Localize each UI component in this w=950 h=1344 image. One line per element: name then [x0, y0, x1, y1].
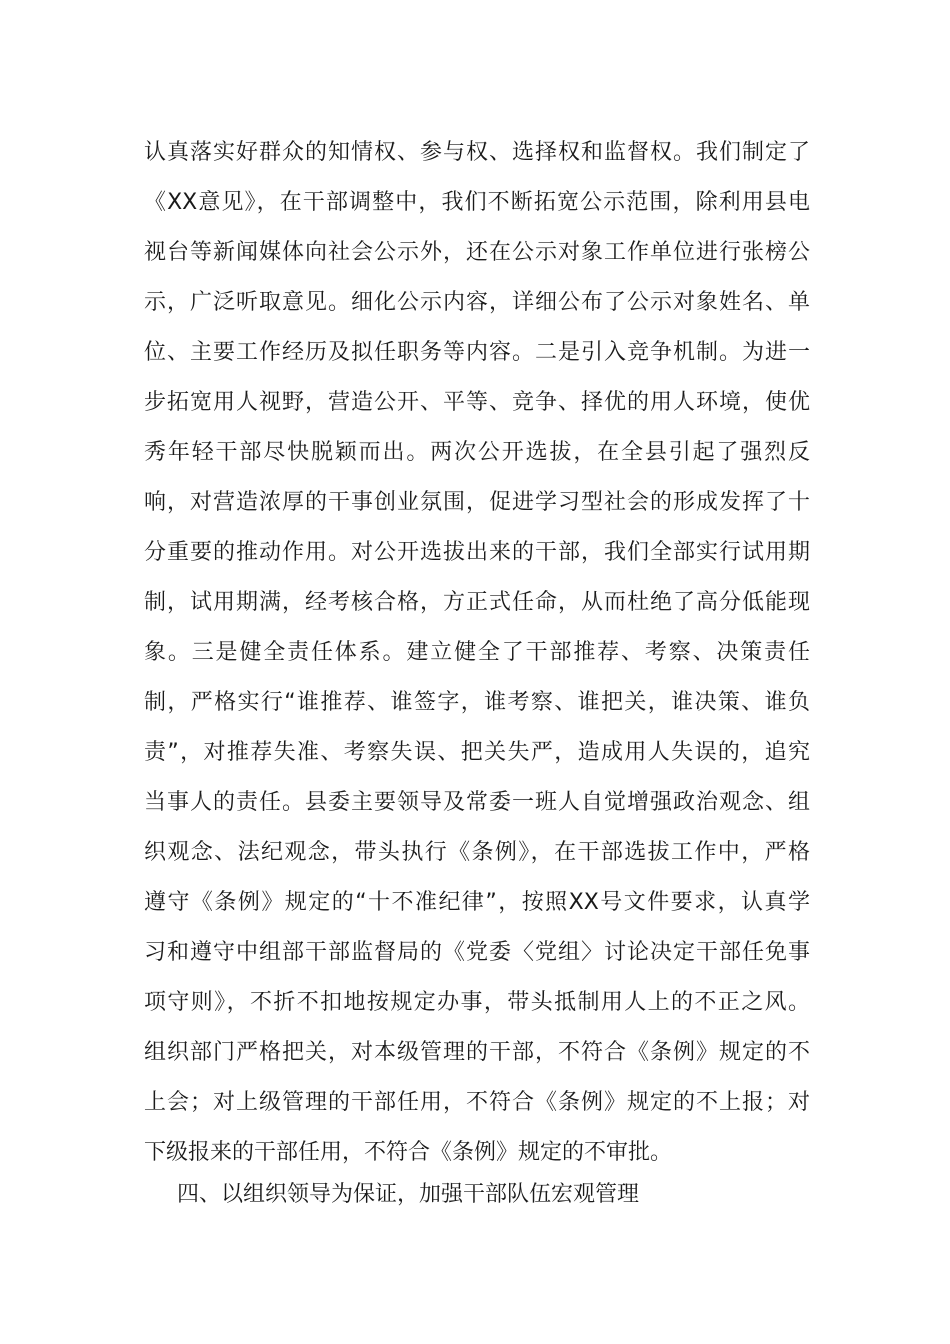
paragraph-line: 制，严格实行“谁推荐、谁签字，谁考察、谁把关，谁决策、谁负: [144, 690, 810, 715]
paragraph-line: 认真落实好群众的知情权、参与权、选择权和监督权。我们制定了: [144, 140, 810, 165]
paragraph-line: 制，试用期满，经考核合格，方正式任命，从而杜绝了高分低能现: [144, 590, 810, 615]
paragraph-line: 遵守《条例》规定的“十不准纪律”，按照XX号文件要求，认真学: [144, 890, 810, 915]
paragraph-line: 项守则》，不折不扣地按规定办事，带头抵制用人上的不正之风。: [144, 990, 810, 1015]
paragraph-line: 《XX意见》，在干部调整中，我们不断拓宽公示范围，除利用县电: [144, 190, 810, 215]
paragraph-line: 示，广泛听取意见。细化公示内容，详细公布了公示对象姓名、单: [144, 290, 810, 315]
paragraph-line: 上会；对上级管理的干部任用，不符合《条例》规定的不上报；对: [144, 1090, 810, 1115]
paragraph-line: 责”，对推荐失准、考察失误、把关失严，造成用人失误的，追究: [144, 740, 810, 765]
paragraph-line: 织观念、法纪观念，带头执行《条例》，在干部选拔工作中，严格: [144, 840, 810, 865]
paragraph-line: 步拓宽用人视野，营造公开、平等、竞争、择优的用人环境，使优: [144, 390, 810, 415]
paragraph-line: 分重要的推动作用。对公开选拔出来的干部，我们全部实行试用期: [144, 540, 810, 565]
paragraph-line: 组织部门严格把关，对本级管理的干部，不符合《条例》规定的不: [144, 1040, 810, 1065]
paragraph-line: 位、主要工作经历及拟任职务等内容。二是引入竞争机制。为进一: [144, 340, 810, 365]
section-heading: 四、以组织领导为保证，加强干部队伍宏观管理: [177, 1182, 640, 1207]
paragraph-line: 当事人的责任。县委主要领导及常委一班人自觉增强政治观念、组: [144, 790, 810, 815]
paragraph-line: 习和遵守中组部干部监督局的《党委〈党组〉讨论决定干部任免事: [144, 940, 810, 965]
paragraph-line: 视台等新闻媒体向社会公示外，还在公示对象工作单位进行张榜公: [144, 240, 810, 265]
paragraph-line: 响，对营造浓厚的干事创业氛围，促进学习型社会的形成发挥了十: [144, 490, 810, 515]
paragraph-line: 象。三是健全责任体系。建立健全了干部推荐、考察、决策责任: [144, 640, 810, 665]
body-paragraph: [144, 128, 810, 1178]
paragraph-line: 下级报来的干部任用，不符合《条例》规定的不审批。: [144, 1140, 673, 1165]
paragraph-line: 秀年轻干部尽快脱颖而出。两次公开选拔，在全县引起了强烈反: [144, 440, 810, 465]
